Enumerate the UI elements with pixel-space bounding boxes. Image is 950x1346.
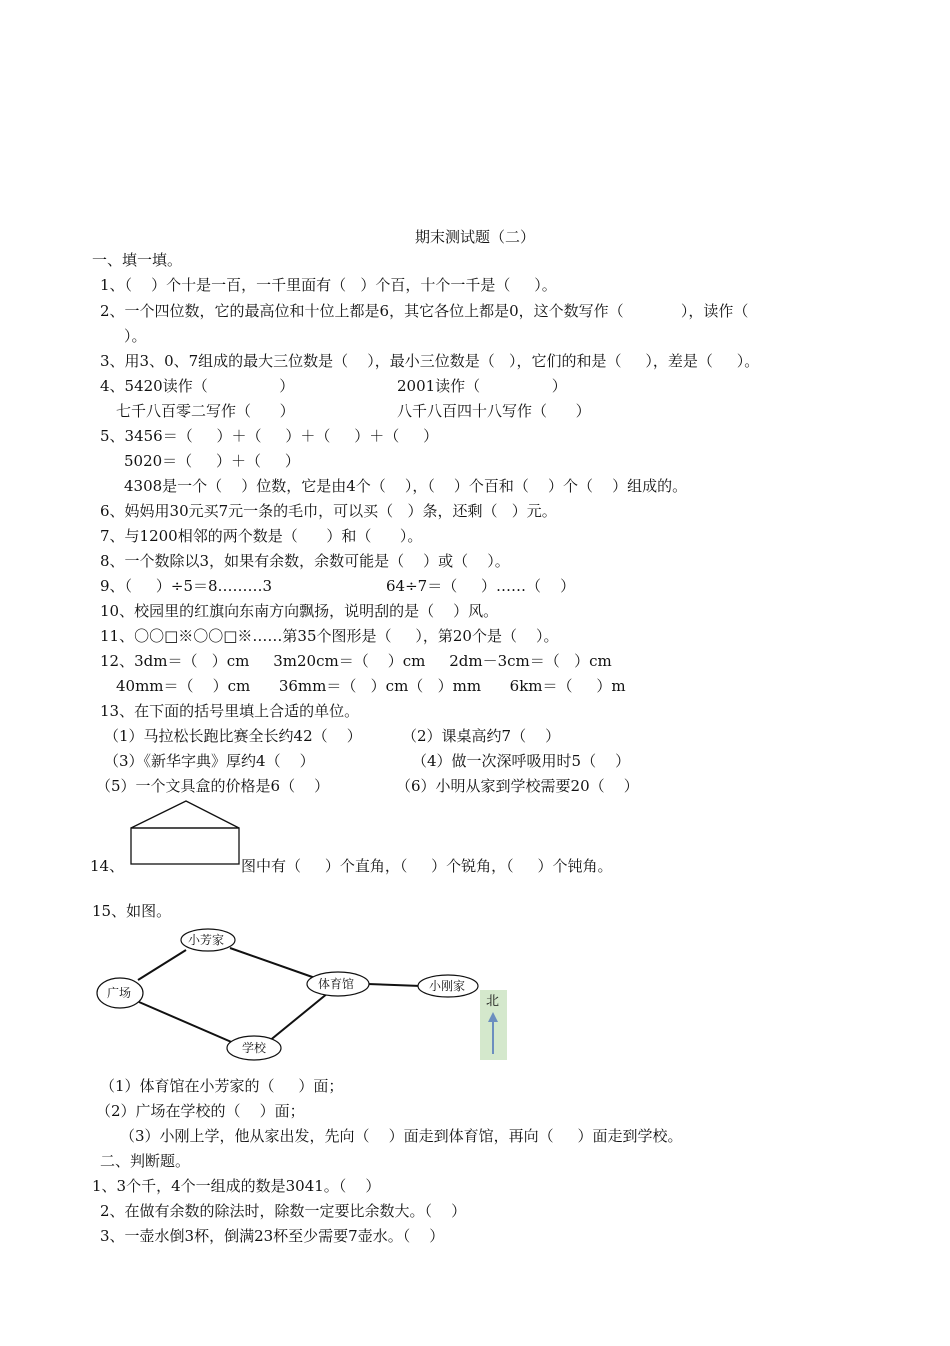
label-xiaogang: 小刚家: [429, 979, 466, 993]
house-figure: [131, 801, 239, 864]
question-15: 15、如图。: [92, 902, 172, 920]
label-xiaofang: 小芳家: [188, 933, 225, 947]
question-13: 13、在下面的括号里填上合适的单位。: [100, 702, 360, 720]
question-3: 3、用3、0、7组成的最大三位数是（ ），最小三位数是（ ），它们的和是（ ），差是（ ）。: [100, 352, 760, 370]
judge-3: 3、一壶水倒3杯，倒满23杯至少需要7壶水。（ ）: [100, 1227, 445, 1245]
question-2-line1: 2、一个四位数，它的最高位和十位上都是6，其它各位上都是0，这个数写作（ ），读作（: [100, 302, 749, 320]
judge-1: 1、3个千，4个一组成的数是3041。（ ）: [92, 1177, 381, 1195]
question-5c: 4308是一个（ ）位数，它是由4个（ ），（ ）个百和（ ）个（ ）组成的。: [124, 477, 688, 495]
question-7: 7、与1200相邻的两个数是（ ）和（ ）。: [100, 527, 423, 545]
question-5b: 5020＝（ ）＋（ ）: [124, 452, 300, 470]
question-1: 1、（ ）个十是一百，一千里面有（ ）个百，十个一千是（ ）。: [100, 276, 557, 294]
question-13-1: （1）马拉松长跑比赛全长约42（ ）: [104, 727, 362, 745]
question-9-right: 64÷7＝（ ）……（ ）: [386, 577, 576, 595]
section2-heading: 二、判断题。: [100, 1152, 191, 1170]
question-13-6: （6）小明从家到学校需要20（ ）: [396, 777, 639, 795]
page-title: 期末测试题（二）: [414, 228, 535, 246]
question-4-right: 2001读作（ ）: [397, 377, 567, 395]
question-12b: 40mm＝（ ）cm 36mm＝（ ）cm（ ）mm 6km＝（ ）m: [116, 677, 626, 695]
question-14-text: 图中有（ ）个直角，（ ）个锐角，（ ）个钝角。: [241, 857, 613, 875]
label-guangchang: 广场: [107, 986, 132, 1000]
road-guangchang-xiaofang: [138, 950, 186, 980]
question-8: 8、一个数除以3，如果有余数，余数可能是（ ）或（ ）。: [100, 552, 510, 570]
section1-heading: 一、填一填。: [92, 251, 183, 269]
label-tiyuguan: 体育馆: [318, 977, 355, 991]
question-11: 11、〇〇□※〇〇□※……第35个图形是（ ），第20个是（ ）。: [100, 627, 559, 645]
label-north: 北: [486, 994, 500, 1009]
road-xiaofang-tiyuguan: [230, 948, 318, 979]
question-13-5: （5）一个文具盒的价格是6（ ）: [96, 777, 330, 795]
question-4b-right: 八千八百四十八写作（ ）: [397, 402, 591, 420]
question-10: 10、校园里的红旗向东南方向飘扬，说明刮的是（ ）风。: [100, 602, 499, 620]
question-9-left: 9、（ ）÷5＝8………3: [100, 577, 273, 595]
judge-2: 2、在做有余数的除法时，除数一定要比余数大。（ ）: [100, 1202, 467, 1220]
question-13-4: （4）做一次深呼吸用时5（ ）: [412, 752, 631, 770]
question-4-left: 4、5420读作（ ）: [100, 377, 295, 395]
question-6: 6、妈妈用30元买7元一条的毛巾，可以买（ ）条，还剩（ ）元。: [100, 502, 557, 520]
house-roof: [131, 801, 239, 828]
question-13-2: （2）课桌高约7（ ）: [402, 727, 561, 745]
label-xuexiao: 学校: [242, 1041, 267, 1055]
road-xuexiao-tiyuguan: [268, 993, 328, 1042]
question-15-2: （2）广场在学校的（ ）面；: [96, 1102, 305, 1120]
house-body: [131, 828, 239, 864]
question-12a: 12、3dm＝（ ）cm 3m20cm＝（ ）cm 2dm－3cm＝（ ）cm: [100, 652, 612, 670]
road-guangchang-xuexiao: [139, 1002, 236, 1044]
question-15-1: （1）体育馆在小芳家的（ ）面；: [100, 1077, 344, 1095]
question-5a: 5、3456＝（ ）＋（ ）＋（ ）＋（ ）: [100, 427, 439, 445]
question-2-line2: ）。: [124, 327, 147, 345]
question-15-3: （3）小刚上学，他从家出发，先向（ ）面走到体育馆，再向（ ）面走到学校。: [120, 1127, 683, 1145]
road-tiyuguan-xiaogang: [368, 984, 421, 986]
question-13-3: （3）《新华字典》厚约4（ ）: [104, 752, 315, 770]
question-14-number: 14、: [90, 857, 125, 875]
question-4b-left: 七千八百零二写作（ ）: [116, 402, 295, 420]
